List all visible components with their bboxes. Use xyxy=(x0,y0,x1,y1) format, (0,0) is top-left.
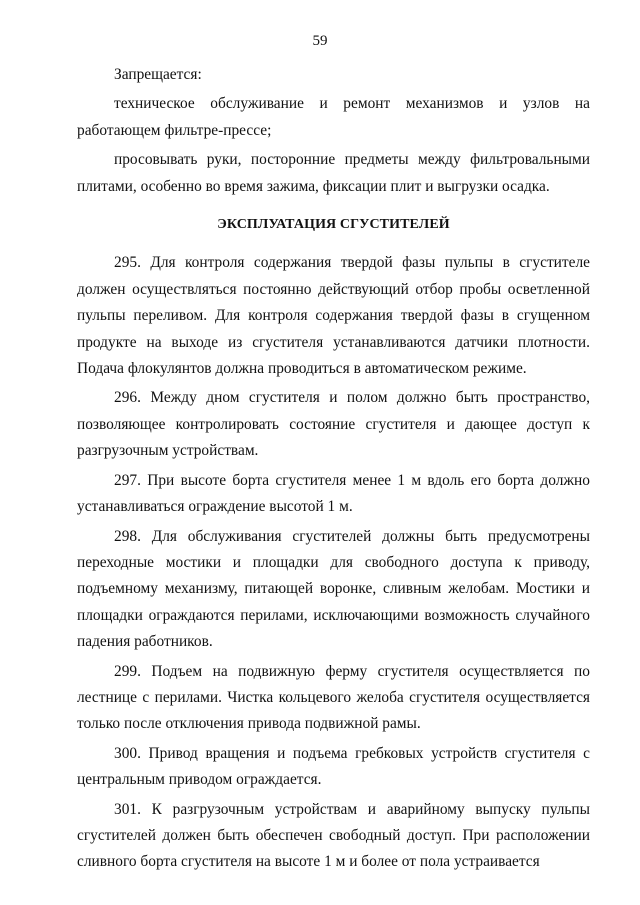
section-heading: ЭКСПЛУАТАЦИЯ СГУСТИТЕЛЕЙ xyxy=(217,217,450,233)
paragraph-297: 297. При высоте борта сгустителя менее 1 м вдоль его борта должно устанавливаться ограждение высотой 1 м. xyxy=(77,471,590,516)
prohibited-item-2: просовывать руки, посторонние предметы между фильтровальными плитами, особенно во время зажима, фиксации плит и выгрузки осадка. xyxy=(77,151,590,195)
paragraph-298: 298. Для обслуживания сгустителей должны быть предусмотрены переходные мостики и площадки для свободного доступа к приводу, подъемному механизму, питающей воронке, сливным желобам. Мостики и площадки ограждаются перилами, исключающими возможность случайного падения работников. xyxy=(77,527,590,651)
page-body xyxy=(77,62,590,876)
paragraph-295: 295. Для контроля содержания твердой фазы пульпы в сгустителе должен осуществляться постоянно действующий отбор пробы осветленной пульпы переливом. Для контроля содержания твердой фазы в сгущенном продукте на выходе из сгустителя устанавливаются датчики плотности. Подача флокулянтов должна проводиться в автоматическом режиме. xyxy=(77,254,590,378)
paragraph-299: 299. Подъем на подвижную ферму сгустителя осуществляется по лестнице с перилами. Чистка кольцевого желоба сгустителя осуществляется только после отключения привода подвижной рамы. xyxy=(77,662,590,733)
paragraph-300: 300. Привод вращения и подъема гребковых устройств сгустителя с центральным приводом ограждается. xyxy=(77,744,590,789)
paragraph-296: 296. Между дном сгустителя и полом должно быть пространство, позволяющее контролировать состояние сгустителя и дающее доступ к разгрузочным устройствам. xyxy=(77,389,590,460)
paragraph-301: 301. К разгрузочным устройствам и аварийному выпуску пульпы сгустителей должен быть обеспечен свободный доступ. При расположении сливного борта сгустителя на высоте 1 м и более от пола устраивается xyxy=(77,800,590,871)
prohibited-item-1: техническое обслуживание и ремонт механизмов и узлов на работающем фильтре-прессе; xyxy=(77,95,590,139)
prohibited-label: Запрещается: xyxy=(114,66,202,83)
page-number: 59 xyxy=(312,33,328,49)
